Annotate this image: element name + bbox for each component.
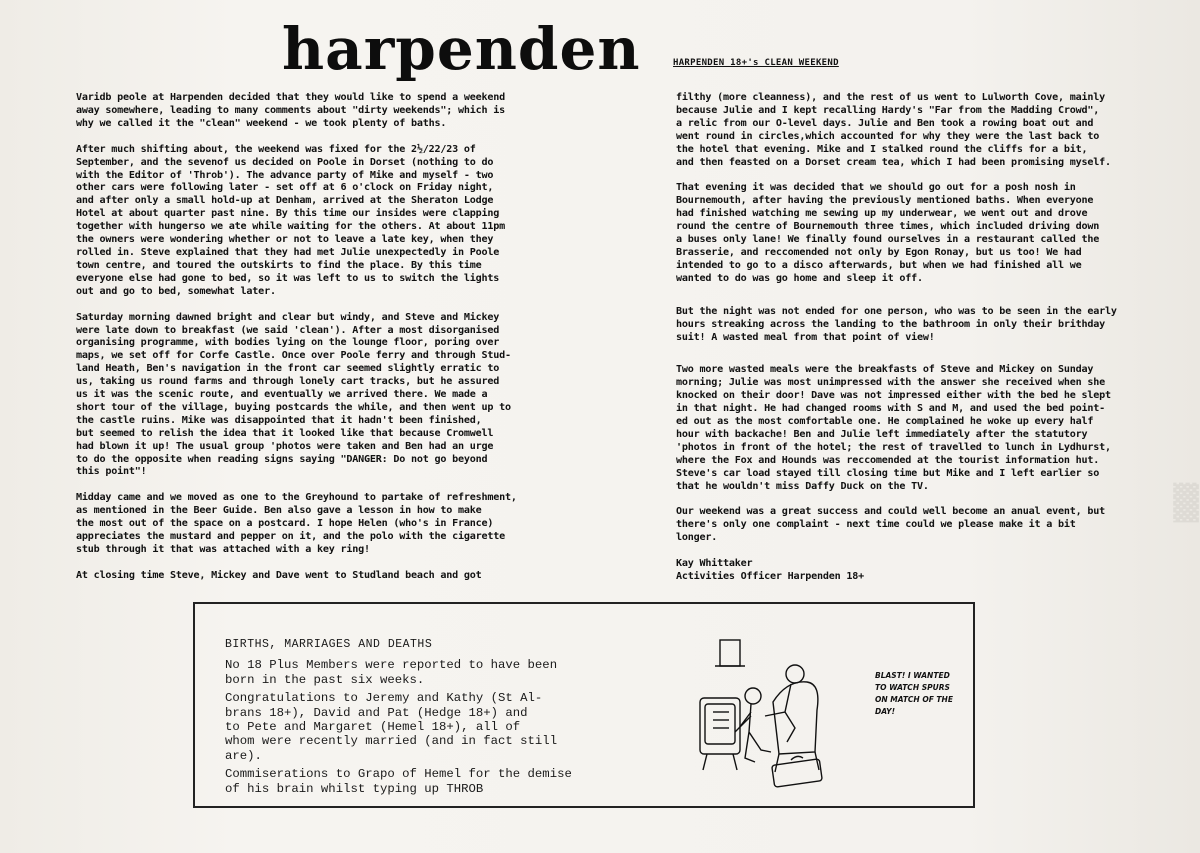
author-signature: Kay Whittaker Activities Officer Harpenden 18+	[676, 558, 865, 583]
briefcase-icon	[772, 756, 823, 787]
wall-frame-icon	[715, 640, 745, 666]
article-paragraph: Varidb peole at Harpenden decided that they would like to spend a weekend away somewhere, leading to many comments about "dirty weekends"; which is why we called it the "clean" weekend - we took plenty of baths.	[76, 92, 506, 129]
article-paragraph: After much shifting about, the weekend was fixed for the 2½/22/23 of September, and the sevenof us decided on Poole in Dorset (nothing to do with the Editor of 'Throb'). The advance party of Mike and myself - two other cars were following later - set off at 6 o'clock on Friday night, and after only a small hold-up at Denham, arrived at the Sheraton Lodge Hotel at about quarter past nine. By this time our insides were clapping together with hungerso we ate while waiting for the others. At about 11pm the owners were wondering whether or not to leave a late key, when they rolled in. Steve explained that they had met Julie unexpectedly in Poole town centre, and toured the outskirts to find the place. By this time everyone else had gone to bed, so it was left to us to switch the lights out and go to bed, somewhat later.	[76, 143, 506, 297]
article-paragraph: Two more wasted meals were the breakfasts of Steve and Mickey on Sunday morning; Julie was most unimpressed with the answer she received when she knocked on their door! Dave was not impressed either with the bed he slept in that night. He had changed rooms with S and M, and used the bed point- ed out as the most comfortable one. He complained he woke up every half hour with backache! Ben and Julie left immediately after the statutory 'photos in front of the hotel; the rest of travelled to lunch in Lydhurst, where the Fox and Hounds was reccomended at the tourist information hut. Steve's car load stayed till closing time but Mike and I left earlier so that he wouldn't miss Daffy Duck on the TV.	[676, 364, 1111, 492]
notice-paragraph: Commiserations to Grapo of Hemel for the demise of his brain whilst typing up THROB	[225, 767, 572, 796]
notice-text	[225, 638, 595, 800]
article-paragraph: At closing time Steve, Mickey and Dave went to Studland beach and got	[76, 569, 482, 581]
article-paragraph: But the night was not ended for one person, who was to be seen in the early hours streaking across the landing to the bathroom in only their brithday suit! A wasted meal from that point of view!	[676, 305, 1117, 343]
article-column-right	[676, 92, 1156, 597]
article-paragraph: Midday came and we moved as one to the Greyhound to partake of refreshment, as mentioned in the Beer Guide. Ben also gave a lesson in how to make the most out of the space on a postcard. I hope Helen (who's in France) appreciates the mustard and pepper on it, and the polo with the cigarette stub through it that was attached with a key ring!	[76, 492, 517, 555]
page-title: harpenden	[282, 15, 641, 83]
notice-paragraph: Congratulations to Jeremy and Kathy (St Al- brans 18+), David and Pat (Hedge 18+) and to Pete and Margaret (Hemel 18+), all of whom were recently married (and in fact still are).	[225, 691, 558, 763]
bleed-through-right: ▓▓▓	[1172, 482, 1198, 523]
article-subtitle: HARPENDEN 18+'s CLEAN WEEKEND	[673, 58, 839, 68]
article-paragraph: Saturday morning dawned bright and clear but windy, and Steve and Mickey were late down to breakfast (we said 'clean'). After a most disorganised organising programme, with bodies lying on the lounge floor, poring over maps, we set off for Corfe Castle. Once over Poole ferry and through Stud- land Heath, Ben's navigation in the front car seemed slightly erratic to us, taking us round farms and through lonely cart tracks, but he assured us it was the scenic route, and eventually we arrived there. We made a short tour of the village, buying postcards the while, and then went up to the castle ruins. Mike was disappointed that it hadn't been finished, but seemed to relish the idea that it looked like that because Cromwell had blown it up! The usual group 'photos were taken and Ben had an urge to do the opposite when reading signs saying "DANGER: Do not go beyond this point"!	[76, 311, 511, 478]
armchair-icon	[773, 682, 819, 772]
television-icon	[700, 698, 740, 770]
cartoon-illustration	[695, 632, 875, 802]
notice-heading: BIRTHS, MARRIAGES AND DEATHS	[225, 638, 433, 651]
births-marriages-deaths-box	[193, 602, 975, 808]
cartoon-speech-caption: BLAST! I WANTED TO WATCH SPURS ON MATCH OF THE DAY!	[875, 671, 953, 716]
article-paragraph: That evening it was decided that we should go out for a posh nosh in Bournemouth, after having the previously mentioned baths. When everyone had finished watching me sewing up my underwear, we went out and drove round the centre of Bournemouth three times, which included driving down a buses only lane! We finally found ourselves in a restaurant called the Brasserie, and reccomended not only by Egon Ronay, but us too! We had intended to go to a disco afterwards, but when we had finished all we wanted to do was go home and sleep it off.	[676, 182, 1100, 284]
article-paragraph: filthy (more cleanness), and the rest of us went to Lulworth Cove, mainly because Julie and I kept recalling Hardy's "Far from the Madding Crowd", a relic from our O-level days. Julie and Ben took a rowing boat out and went round in circles,which accounted for why they were the last back to the hotel that evening. Mike and I stalked round the cliffs for a bit, and then feasted on a Dorset cream tea, which I had been promising myself.	[676, 92, 1111, 168]
article-paragraph: Our weekend was a great success and could well become an anual event, but there's only one complaint - next time could we please make it a bit longer.	[676, 506, 1106, 544]
seated-person-icon	[765, 665, 804, 742]
article-column-left	[76, 92, 566, 596]
notice-paragraph: No 18 Plus Members were reported to have been born in the past six weeks.	[225, 658, 558, 687]
